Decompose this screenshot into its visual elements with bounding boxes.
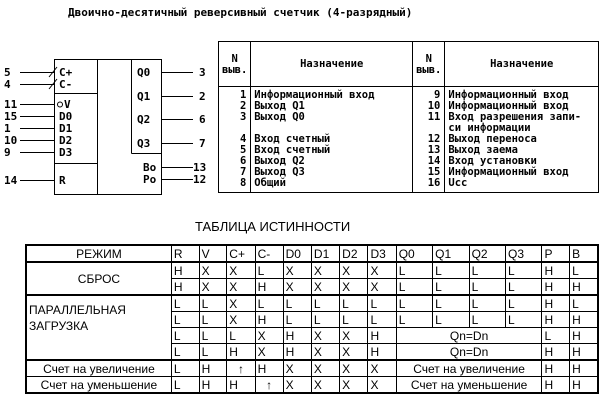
- cell: H: [570, 328, 598, 344]
- cell: X: [199, 279, 227, 296]
- cell: X: [199, 262, 227, 279]
- cell: X: [283, 279, 311, 296]
- cell: X: [311, 262, 339, 279]
- cell: X: [368, 262, 396, 279]
- cell: H: [199, 360, 227, 377]
- cell: L: [311, 312, 339, 328]
- cell: X: [368, 360, 396, 377]
- cell: H: [368, 328, 396, 344]
- pin-label: D3: [59, 146, 73, 159]
- cell: L: [433, 312, 469, 328]
- pin-number: 4: [4, 78, 11, 91]
- pin-label: Q2: [137, 113, 151, 126]
- pin-label: Q3: [137, 137, 151, 150]
- pin-number: 6: [199, 113, 206, 126]
- cell: L: [340, 312, 368, 328]
- header-description: Назначение: [251, 42, 413, 87]
- cell: H: [283, 328, 311, 344]
- cell: H: [542, 377, 570, 394]
- cell: L: [396, 312, 432, 328]
- merged-cell-count-up: Счет на увеличение: [396, 360, 542, 377]
- header-cell: D3: [368, 245, 396, 262]
- header-cell: Q2: [469, 245, 505, 262]
- cell: L: [396, 262, 432, 279]
- cell: L: [469, 312, 505, 328]
- mode-count-up: Счет на увеличение: [26, 360, 171, 377]
- header-pin-number: N выв.: [413, 42, 445, 87]
- cell: H: [171, 262, 199, 279]
- pin-label: Q1: [137, 90, 151, 103]
- cell: L: [283, 295, 311, 312]
- truth-table-title: ТАБЛИЦА ИСТИННОСТИ: [195, 219, 351, 234]
- cell: X: [311, 360, 339, 377]
- cell: X: [340, 377, 368, 394]
- cell: H: [570, 344, 598, 361]
- cell: H: [255, 360, 283, 377]
- cell: L: [255, 295, 283, 312]
- pin-label: C-: [59, 78, 73, 91]
- cell: L: [570, 262, 598, 279]
- header-mode: РЕЖИМ: [26, 245, 171, 262]
- header-cell: B: [570, 245, 598, 262]
- cell: X: [311, 279, 339, 296]
- cell: X: [283, 262, 311, 279]
- pin-descriptions-left: Информационный вход Выход Q1 Выход Q0 Вход счетный Вход счетный Выход Q2 Выход Q3 Общий: [251, 87, 413, 193]
- chip-symbol: [0, 55, 230, 195]
- cell: X: [340, 344, 368, 361]
- pin-numbers-right: 9 10 11 12 13 14 15 16: [413, 87, 445, 193]
- pin-number: 1: [4, 122, 11, 135]
- cell: L: [199, 312, 227, 328]
- cell: H: [255, 279, 283, 296]
- cell: H: [542, 360, 570, 377]
- cell: H: [368, 344, 396, 361]
- cell: H: [570, 377, 598, 394]
- cell: X: [311, 328, 339, 344]
- pin-number: 2: [199, 90, 206, 103]
- truth-table: [25, 244, 599, 394]
- header-cell: C-: [255, 245, 283, 262]
- cell: H: [542, 295, 570, 312]
- cell: L: [255, 262, 283, 279]
- table-row: [26, 377, 598, 394]
- cell: L: [433, 262, 469, 279]
- cell: H: [542, 344, 570, 361]
- header-cell: Q0: [396, 245, 432, 262]
- pin-numbers-left: 1 2 3 4 5 6 7 8: [219, 87, 251, 193]
- pin-label: Q0: [137, 66, 151, 79]
- cell: X: [340, 262, 368, 279]
- header-cell: Q1: [433, 245, 469, 262]
- cell: H: [570, 312, 598, 328]
- cell: L: [311, 295, 339, 312]
- pin-number: 7: [199, 137, 206, 150]
- pin-label: V: [64, 98, 71, 111]
- pin-number: 12: [193, 173, 207, 186]
- pin-label: C+: [59, 66, 73, 79]
- cell: X: [255, 344, 283, 361]
- cell: L: [199, 344, 227, 361]
- cell: H: [171, 279, 199, 296]
- cell: L: [506, 262, 542, 279]
- cell: L: [171, 344, 199, 361]
- cell: X: [340, 279, 368, 296]
- header-pin-number: N выв.: [219, 42, 251, 87]
- cell: H: [570, 279, 598, 296]
- pin-number: 14: [4, 174, 18, 187]
- mode-parallel-load: ПАРАЛЛЕЛЬНАЯ ЗАГРУЗКА: [26, 295, 171, 360]
- pin-table-header: [219, 42, 599, 87]
- cell: L: [171, 312, 199, 328]
- header-cell: D2: [340, 245, 368, 262]
- cell: X: [227, 279, 255, 296]
- cell: X: [340, 360, 368, 377]
- cell: X: [283, 377, 311, 394]
- cell: H: [542, 279, 570, 296]
- cell: L: [506, 279, 542, 296]
- cell: X: [227, 295, 255, 312]
- pin-label: Bo: [143, 161, 157, 174]
- cell: L: [199, 328, 227, 344]
- cell: X: [227, 262, 255, 279]
- table-row: [26, 360, 598, 377]
- header-cell: D1: [311, 245, 339, 262]
- header-cell: P: [542, 245, 570, 262]
- cell: L: [433, 279, 469, 296]
- cell: L: [570, 295, 598, 312]
- pin-number: 3: [199, 66, 206, 79]
- cell: X: [283, 360, 311, 377]
- cell: X: [255, 328, 283, 344]
- header-cell: V: [199, 245, 227, 262]
- cell: L: [433, 295, 469, 312]
- cell: H: [255, 312, 283, 328]
- pin-number: 10: [4, 134, 18, 147]
- table-row: [26, 295, 598, 312]
- pin-number: 15: [4, 110, 18, 123]
- cell: L: [506, 295, 542, 312]
- mode-count-down: Счет на уменьшение: [26, 377, 171, 394]
- cell: H: [227, 344, 255, 361]
- header-cell: D0: [283, 245, 311, 262]
- merged-cell-qn-dn: Qn=Dn: [396, 344, 542, 361]
- cell: L: [469, 279, 505, 296]
- cell: L: [171, 377, 199, 394]
- cell: H: [199, 377, 227, 394]
- pin-number: 9: [4, 146, 11, 159]
- cell: L: [396, 295, 432, 312]
- pin-label: D0: [59, 110, 73, 123]
- cell: L: [396, 279, 432, 296]
- cell: H: [227, 377, 255, 394]
- cell: H: [542, 312, 570, 328]
- pin-number: 11: [4, 98, 18, 111]
- table-row: [26, 262, 598, 279]
- header-description: Назначение: [445, 42, 599, 87]
- cell: L: [368, 312, 396, 328]
- mode-reset: СБРОС: [26, 262, 171, 295]
- cell: L: [542, 328, 570, 344]
- cell: H: [542, 262, 570, 279]
- cell: L: [171, 360, 199, 377]
- cell: L: [506, 312, 542, 328]
- pin-descriptions-right: Информационный вход Информационный вход Вход разрешения запи- си информации Выход переноса Выход заема Вход установки Информационный вход Ucc: [445, 87, 599, 193]
- cell: L: [199, 295, 227, 312]
- header-cell: Q3: [506, 245, 542, 262]
- cell: L: [340, 295, 368, 312]
- pin-label: Po: [143, 173, 157, 186]
- pin-label: R: [59, 174, 66, 187]
- header-cell: R: [171, 245, 199, 262]
- pin-number: 5: [4, 66, 11, 79]
- cell: L: [368, 295, 396, 312]
- document-title: Двоично-десятичный реверсивный счетчик (4-разрядный): [68, 6, 413, 19]
- cell: X: [311, 344, 339, 361]
- cell: X: [340, 328, 368, 344]
- cell: L: [227, 328, 255, 344]
- merged-cell-qn-dn: Qn=Dn: [396, 328, 542, 344]
- pin-number: 13: [193, 161, 207, 174]
- merged-cell-count-down: Счет на уменьшение: [396, 377, 542, 394]
- cell: X: [368, 279, 396, 296]
- cell: H: [570, 360, 598, 377]
- cell: L: [171, 328, 199, 344]
- pin-label: D2: [59, 134, 73, 147]
- cell: X: [311, 377, 339, 394]
- cell-rising-edge: ↑: [227, 360, 255, 377]
- pin-description-table: [218, 41, 599, 193]
- cell: L: [469, 295, 505, 312]
- cell: L: [283, 312, 311, 328]
- pin-label: D1: [59, 122, 73, 135]
- pin-table-body: [219, 87, 599, 193]
- header-cell: C+: [227, 245, 255, 262]
- cell: L: [171, 295, 199, 312]
- truth-table-header: [26, 245, 598, 262]
- cell: H: [283, 344, 311, 361]
- cell: X: [227, 312, 255, 328]
- cell: X: [368, 377, 396, 394]
- cell-rising-edge: ↑: [255, 377, 283, 394]
- cell: L: [469, 262, 505, 279]
